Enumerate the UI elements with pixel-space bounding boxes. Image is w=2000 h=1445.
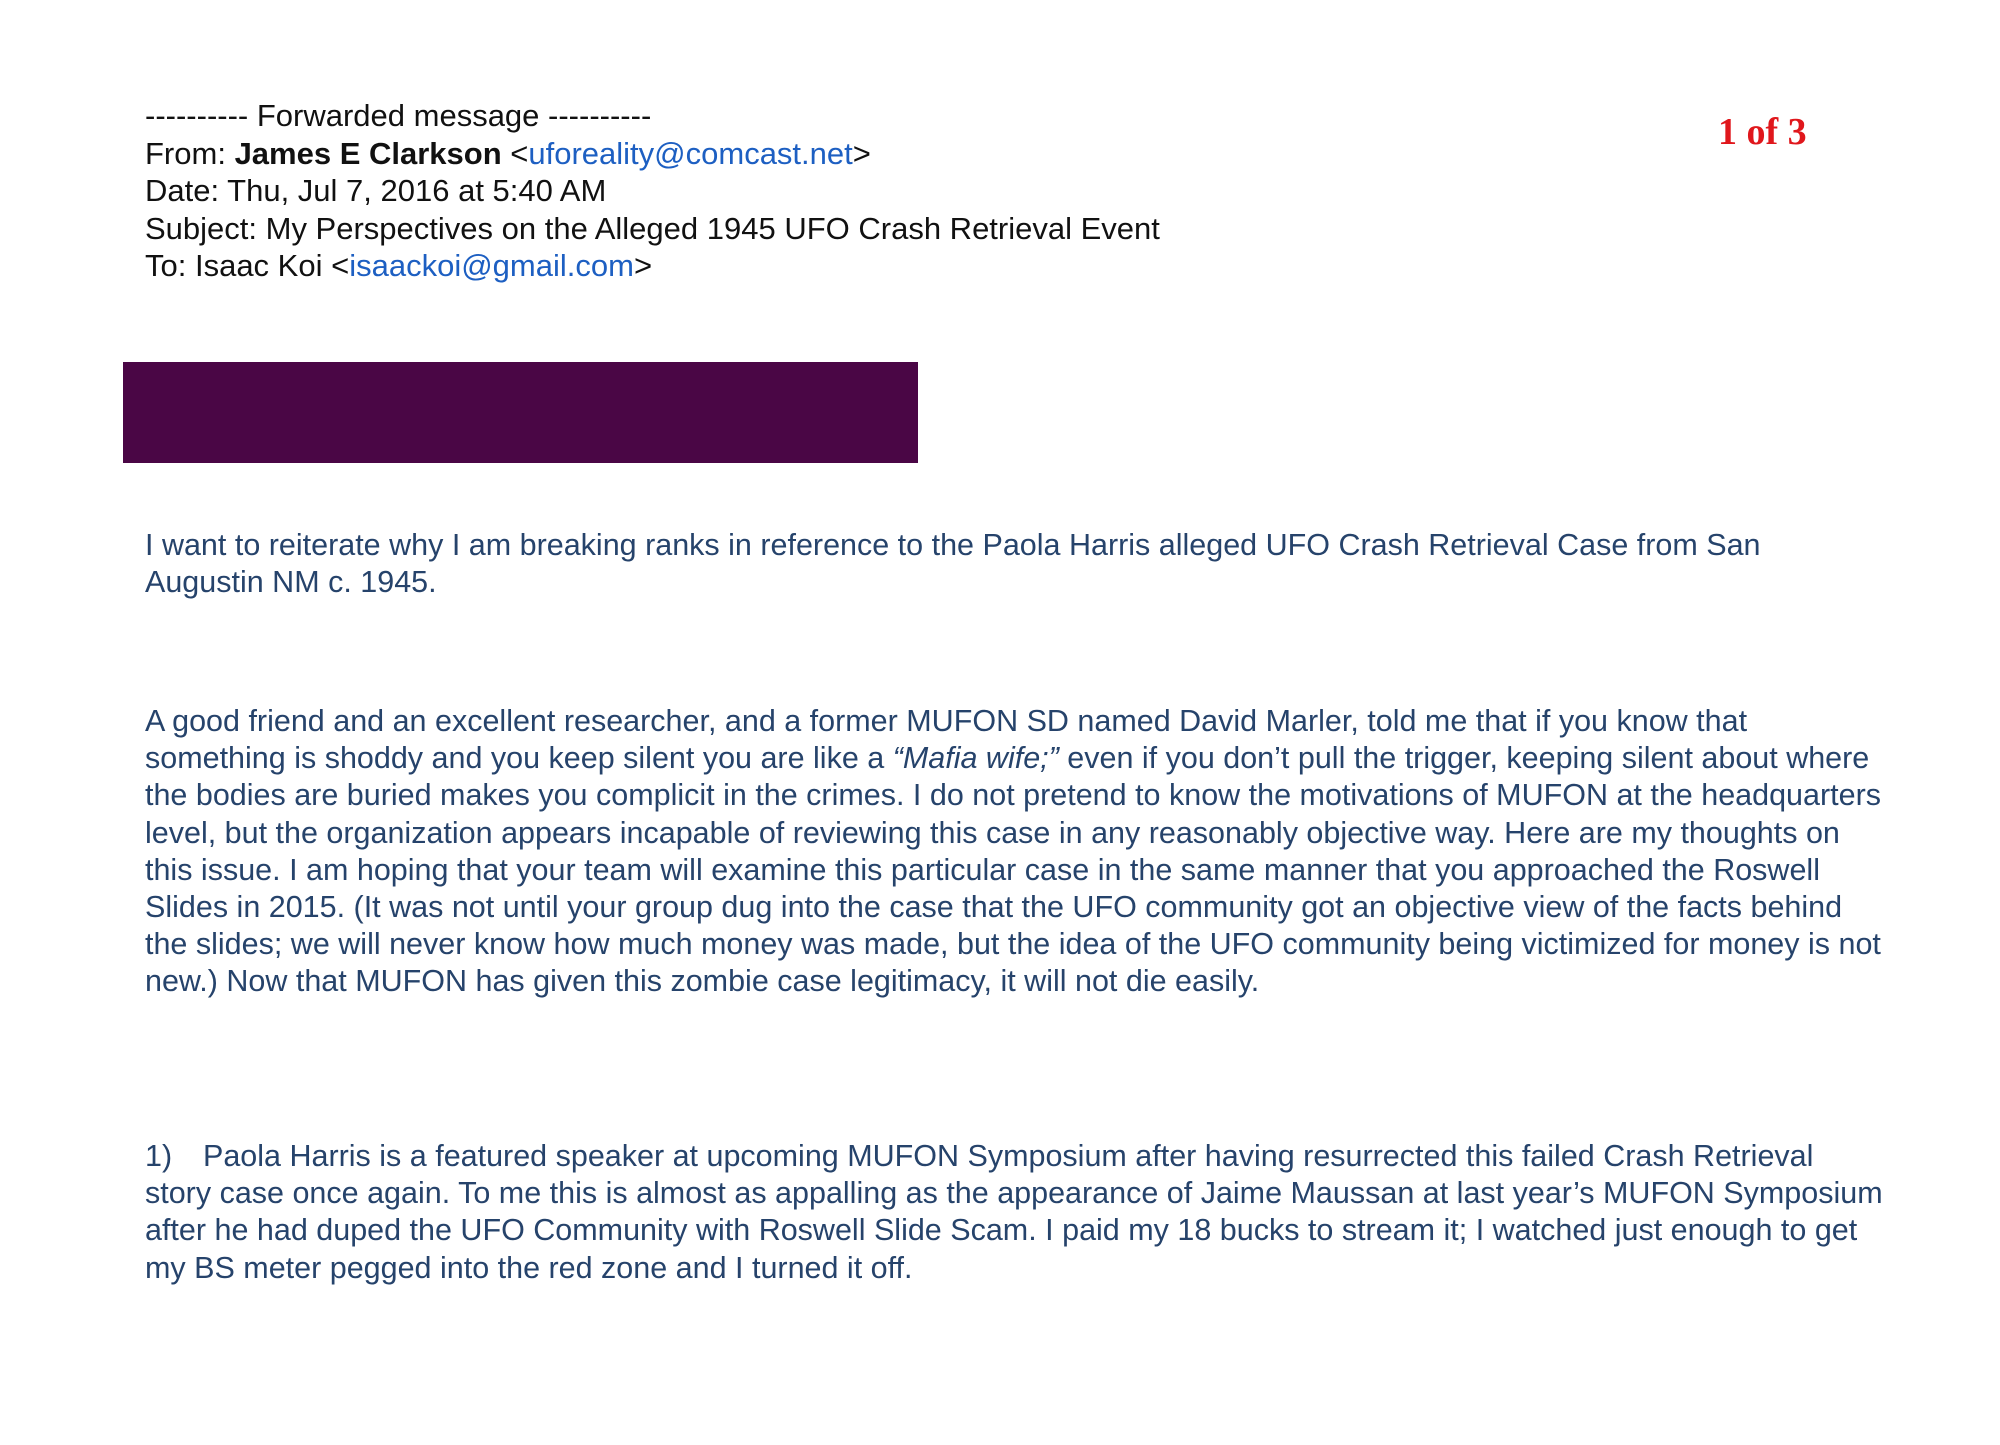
redaction-block [123,362,918,463]
paragraph-text-start: A good friend and an excellent researcher, and a former MUFON SD named David Marler, told me that if you know that something is shoddy and you keep silent you are like a [145,704,1748,776]
from-line: From: James E Clarkson <uforeality@comcast.net> [145,135,871,171]
recipient-email-link[interactable]: isaackoi@gmail.com [349,248,634,283]
mafia-wife-quote: “Mafia wife;” [892,741,1059,776]
subject-line: Subject: My Perspectives on the Alleged 1945 UFO Crash Retrieval Event [145,210,1160,246]
email-header [145,97,1545,285]
paragraph-mafia-wife [145,703,1885,1001]
sender-name: James E Clarkson [234,135,502,171]
date-line: Date: Thu, Jul 7, 2016 at 5:40 AM [145,173,607,208]
list-item-1 [145,1138,1885,1287]
list-number: 1) [145,1139,173,1173]
page-marker: 1 of 3 [1718,111,1807,153]
paragraph-text-end: even if you don’t pull the trigger, keeping silent about where the bodies are buried makes you complicit in the crimes. I do not pretend to know the motivations of MUFON at the headquarters level, but the organization appears incapable of reviewing this case in any reasonably objective way. Here are my thoughts on this issue. I am hoping that your team will examine this particular case in the same manner that you approached the Roswell Slides in 2015. (It was not until your group dug into the case that the UFO community got an objective view of the facts behind the slides; we will never know how much money was made, but the idea of the UFO community being victimized for money is not new.) Now that MUFON has given this zombie case legitimacy, it will not die easily. [145,741,1881,999]
sender-email-link[interactable]: uforeality@comcast.net [528,135,853,171]
from-label: From: [145,135,235,171]
forwarded-message-line: ---------- Forwarded message ---------- [145,98,652,133]
to-line: To: Isaac Koi <isaackoi@gmail.com> [145,248,653,283]
paragraph-intro: I want to reiterate why I am breaking ranks in reference to the Paola Harris alleged UFO Crash Retrieval Case from San Augustin NM c. 1945. [145,528,1761,600]
list-item-text: Paola Harris is a featured speaker at upcoming MUFON Symposium after having resurrected this failed Crash Retrieval story case once again. To me this is almost as appalling as the appearance of Jaime Maussan at last year’s MUFON Symposium after he had duped the UFO Community with Roswell Slide Scam. I paid my 18 bucks to stream it; I watched just enough to get my BS meter pegged into the red zone and I turned it off. [145,1139,1883,1285]
to-label: To: Isaac Koi [145,248,332,283]
